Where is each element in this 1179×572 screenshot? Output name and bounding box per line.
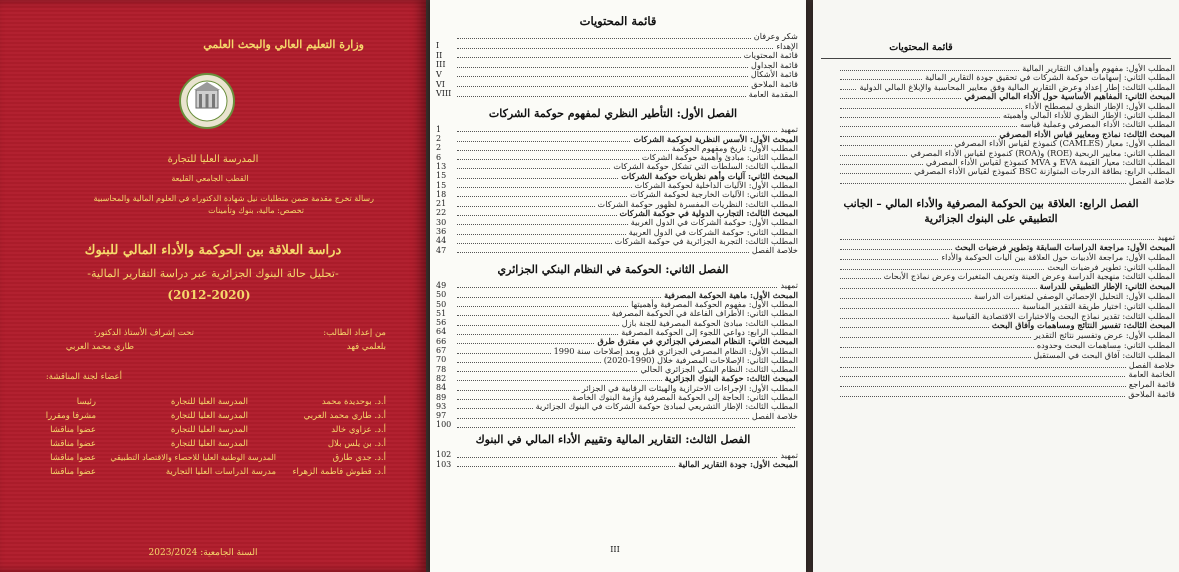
toc-entry-label: قائمة المحتويات: [743, 50, 798, 61]
toc-row: [813, 282, 1179, 290]
toc-row: [813, 149, 1179, 157]
toc-page-number: II: [436, 50, 443, 60]
toc-entry-label: تمهيد: [1157, 232, 1175, 243]
leader-dots: [457, 154, 639, 160]
toc-entry-label: المطلب الأول: مفهوم الحوكمة المصرفية وأهميتها: [631, 299, 798, 309]
committee-role: عضوا مناقشا: [50, 425, 96, 435]
toc-entry-label: المطلب الأول: عرض وتفسير نتائج التقدير: [1034, 330, 1175, 341]
toc-entry-label: المبحث الثاني: النظام المصرفي الجزائري في مفترق طرق: [597, 336, 798, 347]
toc-row: [430, 291, 806, 299]
committee-name: أ.د. بن يلس بلال: [327, 439, 386, 449]
leader-dots: [840, 121, 1017, 127]
toc-page-number: 64: [436, 327, 447, 337]
toc-entry-label: المطلب الأول: تاريخ ومفهوم الحوكمة: [671, 142, 798, 153]
leader-dots: [457, 413, 749, 419]
toc-page-number: 49: [436, 280, 447, 290]
toc-entry-label: قائمة الأشكال: [750, 69, 798, 80]
chapter-heading: الفصل الأول: التأطير النظري لمفهوم حوكمة الشركات: [488, 107, 738, 121]
toc-page-number: 100: [436, 420, 452, 430]
toc-entry-label: المطلب الرابع: دواعي اللجوء إلى الحوكمة المصرفية: [621, 326, 798, 337]
toc-entry-label: المطلب الأول: مراجعة الأدبيات حول العلاقة بين آليات الحوكمة والأداء: [941, 251, 1175, 262]
toc-row: [430, 125, 806, 133]
toc-row: [430, 153, 806, 161]
toc-entry-label: شكر وعرفان: [753, 31, 798, 41]
leader-dots: [457, 366, 637, 372]
toc-entry-label: المطلب الثالث: النظريات المفسرة لظهور حوكمة الشركات: [597, 198, 798, 209]
leader-dots: [457, 301, 628, 307]
supervisor-label: تحت إشراف الأستاذ الدكتور:: [93, 328, 194, 338]
toc-entry-label: المطلب الثالث: الأداء المصرفي وعملية قياسه: [1020, 119, 1175, 130]
toc-row: [813, 351, 1179, 359]
toc-entry-label: المطلب الأول: معيار (CAMLES) كنموذج لقياس الأداء المصرفي: [954, 138, 1175, 149]
toc-row: [430, 209, 806, 217]
toc-row: [430, 162, 806, 170]
toc-row: [430, 218, 806, 226]
toc-page-number: I: [436, 41, 440, 51]
toc-entry-label: المبحث الأول: مراجعة الدراسات السابقة وتطوير فرضيات البحث: [954, 242, 1175, 252]
page-number: III: [610, 545, 620, 554]
academic-year: السنة الجامعية: 2023/2024: [148, 548, 258, 558]
school-name: المدرسة العليا للتجارة: [167, 154, 259, 165]
toc-row: [430, 365, 806, 373]
leader-dots: [457, 126, 777, 132]
toc-row: [430, 237, 806, 245]
toc-entry-label: المبحث الثالث: التجارب الدولية في حوكمة الشركات: [619, 207, 798, 218]
toc-entry-label: خلاصة الفصل: [751, 245, 798, 256]
toc-page-number: 78: [436, 364, 447, 374]
toc-row: [430, 32, 806, 40]
toc-row: [430, 319, 806, 327]
leader-dots: [457, 182, 632, 188]
committee-name: أ.د. جدي طارق: [332, 453, 386, 463]
toc-page-number: V: [436, 69, 442, 79]
toc-row: [430, 384, 806, 392]
toc-row: [813, 167, 1179, 175]
committee-name: أ.د. عزاوي خالد: [331, 425, 386, 435]
leader-dots: [840, 273, 881, 279]
toc-row: [430, 80, 806, 88]
running-header: قائمة المحتويات: [889, 42, 953, 53]
toc-row: [430, 347, 806, 355]
toc-entry-label: قائمة الملاحق: [751, 79, 798, 89]
leader-dots: [840, 313, 949, 319]
leader-dots: [457, 173, 618, 179]
committee-label: أعضاء لجنة المناقشة:: [45, 372, 122, 382]
toc-row: [430, 402, 806, 410]
toc-entry-label: المطلب الثاني: مبادئ وأهمية حوكمة الشركات: [641, 152, 798, 163]
leader-dots: [457, 282, 777, 288]
committee-role: مشرفا ومقررا: [45, 411, 96, 421]
leader-dots: [457, 71, 748, 77]
toc-entry-label: المطلب الأول: النظام المصرفي الجزائري قبل وبعد إصلاحات سنة 1990: [553, 345, 798, 356]
leader-dots: [840, 84, 856, 90]
leader-dots: [457, 91, 746, 97]
toc-page-number: 36: [436, 227, 447, 236]
committee-name: أ.د. قطوش فاطمة الزهراء: [292, 467, 386, 477]
leader-dots: [840, 322, 989, 328]
toc-row: [430, 328, 806, 336]
leader-dots: [457, 452, 777, 458]
committee-name: أ.د. طاري محمد العربي: [303, 411, 386, 421]
toc-entry-label: المطلب الثاني: الحاجة إلى الحوكمة المصرفية وأزمة البنوك الخاصة: [572, 392, 798, 402]
toc-row: [813, 130, 1179, 138]
leader-dots: [840, 150, 907, 156]
toc-row: [430, 70, 806, 78]
toc-row: [813, 243, 1179, 251]
toc-page-number: 84: [436, 383, 447, 393]
toc-entry-label: المطلب الثاني: تطوير فرضيات البحث: [1047, 261, 1175, 272]
toc-row: [430, 42, 806, 50]
leader-dots: [840, 244, 952, 250]
toc-entry-label: المطلب الأول: الآليات الداخلية لحوكمة الشركات: [634, 180, 798, 190]
toc-row: [813, 312, 1179, 320]
toc-page-number: VIII: [436, 89, 452, 99]
toc-entry-label: خلاصة الفصل: [751, 410, 798, 421]
toc-row: [430, 374, 806, 382]
toc-page-number: VI: [436, 79, 445, 89]
toc-entry-label: المبحث الثالث: نماذج ومعايير قياس الأداء المصرفي: [999, 128, 1175, 139]
chapter-heading: الفصل الثاني: الحوكمة في النظام البنكي الجزائري: [497, 263, 729, 277]
committee-inst: المدرسة العليا للتجارة: [170, 411, 248, 421]
chapter-heading: التطبيقي على البنوك الجزائرية: [924, 213, 1058, 226]
leader-dots: [457, 348, 551, 354]
leader-dots: [840, 283, 1037, 289]
toc-entry-label: المطلب الثالث: السلطات التي تشكل حوكمة الشركات: [613, 161, 798, 172]
leader-dots: [457, 292, 661, 298]
toc-page-number: 22: [436, 208, 447, 218]
toc-entry-label: تمهيد: [780, 449, 798, 460]
toc-row: [813, 341, 1179, 349]
toc-row: [430, 181, 806, 189]
committee-role: عضوا مناقشا: [50, 453, 96, 463]
leader-dots: [840, 140, 952, 146]
toc-row: [430, 412, 806, 420]
committee-inst: المدرسة العليا للتجارة: [170, 439, 248, 449]
toc-row: [813, 331, 1179, 339]
committee-inst: المدرسة الوطنية العليا للاحصاء والاقتصاد التطبيقي: [110, 453, 276, 462]
leader-dots: [840, 381, 1126, 387]
toc-row: [813, 390, 1179, 398]
toc-row: [813, 361, 1179, 369]
toc-entry-label: المطلب الأول: التحليل الإحصائي الوصفي لمتغيرات الدراسة: [974, 291, 1175, 301]
thesis-cover: [0, 0, 426, 572]
student-label: من إعداد الطالب:: [323, 328, 386, 338]
toc-row: [813, 177, 1179, 185]
toc-page-number: 66: [436, 336, 447, 346]
toc-page-number: 18: [436, 189, 447, 199]
toc-row: [430, 309, 806, 317]
toc-entry-label: قائمة الجداول: [751, 59, 798, 70]
leader-dots: [840, 332, 1031, 338]
leader-dots: [457, 136, 630, 142]
leader-dots: [840, 112, 1000, 118]
leader-dots: [840, 178, 1126, 184]
leader-dots: [840, 371, 1125, 377]
leader-dots: [457, 394, 569, 400]
toc-page-number: III: [436, 60, 446, 70]
leader-dots: [457, 238, 612, 244]
toc-row: [430, 172, 806, 180]
leader-dots: [457, 163, 610, 169]
toc-page-number: 102: [436, 450, 452, 460]
toc-entry-label: المطلب الرابع: بطاقة الدرجات المتوازنة BSC كنموذج لقياس الأداء المصرفي: [914, 166, 1175, 177]
leader-dots: [840, 93, 961, 99]
toc-entry-label: المطلب الثاني: اختيار طريقة التقدير المناسبة: [1022, 300, 1175, 311]
toc-entry-label: المطلب الثاني: إسهامات حوكمة الشركات في تحقيق جودة التقارير المالية: [925, 72, 1175, 83]
toc-row: [430, 451, 806, 459]
committee-role: عضوا مناقشا: [50, 439, 96, 449]
toc-page-number: 67: [436, 346, 447, 355]
toc-entry-label: تمهيد: [780, 124, 798, 135]
thesis-note-1: رسالة تخرج مقدمة ضمن متطلبات نيل شهادة الدكتوراه في العلوم المالية والمحاسبية: [93, 194, 374, 203]
header-rule: [821, 58, 1171, 59]
toc-entry-label: المطلب الثاني: حوكمة الشركات في الدول العربية: [628, 226, 798, 237]
toc-entry-label: المطلب الثاني: الإطار النظري للأداء المالي وأهميته: [1002, 110, 1175, 120]
toc-row: [813, 253, 1179, 261]
toc-page-number: 50: [436, 290, 447, 300]
leader-dots: [840, 168, 911, 174]
toc-page-number: 44: [436, 236, 447, 246]
toc-entry-label: المبحث الثاني: الإطار التطبيقي للدراسة: [1039, 281, 1175, 292]
toc-row: [813, 92, 1179, 100]
leader-dots: [457, 247, 749, 253]
leader-dots: [457, 201, 595, 207]
leader-dots: [840, 254, 938, 260]
leader-dots: [840, 103, 1022, 109]
toc-row: [430, 228, 806, 236]
toc-row: [430, 51, 806, 59]
leader-dots: [840, 264, 1044, 270]
toc-row: [430, 300, 806, 308]
leader-dots: [457, 403, 533, 409]
leader-dots: [457, 52, 741, 58]
toc-row: [813, 263, 1179, 271]
school-logo: [176, 72, 238, 130]
leader-dots: [457, 210, 617, 216]
toc-row: [430, 144, 806, 152]
toc-entry-label: قائمة المراجع: [1128, 379, 1175, 390]
toc-row: [813, 380, 1179, 388]
toc-row: [430, 90, 806, 98]
pole-name: القطب الجامعي القليعة: [171, 174, 249, 183]
leader-dots: [840, 65, 1019, 71]
toc-entry-label: المطلب الثاني: الآليات الخارجية لحوكمة الشركات: [630, 189, 798, 200]
toc-row: [430, 61, 806, 69]
toc-entry-label: المطلب الثالث: آفاق البحث في المستقبل: [1033, 349, 1175, 360]
toc-page-number: 21: [436, 199, 447, 209]
leader-dots: [457, 145, 669, 151]
toc-row: [813, 111, 1179, 119]
committee-inst: المدرسة العليا للتجارة: [170, 425, 248, 435]
thesis-period: (2012-2020): [167, 288, 251, 302]
leader-dots: [840, 234, 1154, 240]
leader-dots: [840, 362, 1126, 368]
toc-row: [813, 321, 1179, 329]
toc-entry-label: المطلب الثالث: تقدير نماذج البحث والاختبارات الاقتصادية القياسية: [952, 310, 1175, 321]
toc-entry-label: قائمة الملاحق: [1128, 389, 1175, 399]
toc-row: [813, 302, 1179, 310]
toc-title: قائمة المحتويات: [579, 14, 657, 28]
leader-dots: [840, 352, 1031, 358]
leader-dots: [457, 375, 662, 381]
supervisor-name: طاري محمد العربي: [65, 342, 134, 352]
toc-entry-label: المطلب الأول: الإجراءات الاحترازية والهيئات الرقابية في الجزائر: [581, 382, 798, 393]
toc-page-1: [430, 0, 806, 572]
toc-entry-label: خلاصة الفصل: [1128, 359, 1175, 370]
toc-entry-label: المبحث الثالث: تفسير النتائج ومساهمات وآفاق البحث: [991, 320, 1175, 331]
toc-page-number: 15: [436, 171, 447, 181]
leader-dots: [840, 74, 922, 80]
toc-row: [430, 281, 806, 289]
toc-row: [430, 460, 806, 468]
toc-entry-label: تمهيد: [780, 280, 798, 291]
toc-row: [430, 337, 806, 345]
leader-dots: [840, 159, 923, 165]
toc-entry-label: المبحث الثاني: المفاهيم الأساسية حول الأداء المالي المصرفي: [964, 91, 1175, 102]
toc-entry-label: المطلب الثالث: منهجية الدراسة وعرض العينة وتعريف المتغيرات وعرض نماذج الأبحاث: [883, 271, 1175, 282]
toc-row: [813, 158, 1179, 166]
toc-entry-label: المقدمة العامة: [748, 88, 798, 99]
toc-entry-label: خلاصة الفصل: [1128, 175, 1175, 186]
toc-row: [430, 393, 806, 401]
committee-inst: مدرسة الدراسات العليا التجارية: [165, 467, 276, 477]
toc-entry-label: المطلب الأول: مفهوم وأهداف التقارير المالية: [1022, 63, 1175, 73]
leader-dots: [840, 131, 996, 137]
toc-page-number: 2: [436, 134, 442, 143]
leader-dots: [457, 357, 601, 363]
thesis-title: دراسة العلاقة بين الحوكمة والأداء المالي للبنوك: [84, 243, 342, 258]
leader-dots: [457, 81, 748, 87]
toc-row: [430, 356, 806, 364]
toc-row: [813, 272, 1179, 280]
thesis-subtitle: -تحليل حالة البنوك الجزائرية عبر دراسة التقارير المالية-: [87, 267, 339, 280]
leader-dots: [457, 461, 675, 467]
toc-page-number: 13: [436, 161, 447, 171]
toc-entry-label: المطلب الأول: حوكمة الشركات في الدول الغربية: [630, 217, 798, 228]
leader-dots: [840, 342, 1034, 348]
toc-entry-label: المطلب الثالث: التجربة الجزائرية في حوكمة الشركات: [614, 235, 798, 246]
leader-dots: [457, 320, 619, 326]
chapter-heading: الفصل الرابع: العلاقة بين الحوكمة المصرفية والأداء المالي – الجانب: [843, 198, 1139, 211]
toc-entry-label: المطلب الأول: الإطار النظري لمصطلح الأداء: [1024, 100, 1175, 111]
toc-page-number: 70: [436, 355, 447, 365]
ministry-name: وزارة التعليم العالي والبحث العلمي: [203, 38, 364, 51]
toc-row: [813, 139, 1179, 147]
leader-dots: [457, 385, 579, 391]
leader-dots: [457, 310, 609, 316]
toc-entry-label: المطلب الثاني: معايير الربحية (ROE) و(ROA) كنموذج لقياس الأداء المصرفي: [910, 147, 1175, 158]
toc-page-number: 56: [436, 318, 447, 328]
leader-dots: [457, 229, 626, 235]
toc-row: [813, 102, 1179, 110]
toc-page-number: 30: [436, 217, 447, 227]
toc-page-number: 50: [436, 299, 447, 309]
toc-page-number: 2: [436, 143, 442, 153]
leader-dots: [457, 43, 773, 49]
leader-dots: [840, 303, 1019, 309]
leader-dots: [457, 329, 618, 335]
toc-entry-label: المطلب الثالث: معيار القيمة EVA و MVA كنموذج لقياس الأداء المصرفي: [925, 157, 1175, 167]
toc-page-number: 93: [436, 401, 447, 411]
toc-entry-label: المبحث الأول: جودة التقارير المالية: [678, 459, 798, 470]
toc-entry-label: المبحث الثاني: آليات وأهم نظريات حوكمة الشركات: [621, 170, 798, 181]
toc-entry-label: الإهداء: [776, 40, 798, 51]
toc-page-number: 103: [436, 459, 452, 469]
toc-entry-label: المبحث الأول: الأسس النظرية لحوكمة الشركات: [633, 133, 798, 144]
toc-entry-label: المطلب الثالث: الإطار التشريعي لمبادئ حوكمة الشركات في البنوك الجزائرية: [535, 401, 798, 412]
toc-page-number: 89: [436, 392, 447, 402]
toc-row: [813, 120, 1179, 128]
leader-dots: [457, 33, 751, 39]
student-name: بلعلمي فهد: [346, 342, 386, 352]
toc-entry-label: المطلب الثاني: الإصلاحات المصرفية خلال (1990-2020): [603, 354, 798, 365]
leader-dots: [840, 293, 971, 299]
toc-row: [813, 370, 1179, 378]
toc-page-number: 15: [436, 180, 447, 190]
leader-dots: [457, 191, 627, 197]
committee-name: أ.د. بوحديدة محمد: [321, 397, 386, 407]
toc-page-number: 82: [436, 373, 447, 383]
leader-dots: [457, 62, 748, 68]
toc-row: [430, 421, 806, 429]
leader-dots: [457, 422, 795, 428]
toc-page-number: 51: [436, 308, 447, 318]
committee-role: عضوا مناقشا: [50, 467, 96, 477]
toc-row: [430, 246, 806, 254]
toc-entry-label: المبحث الأول: ماهية الحوكمة المصرفية: [664, 289, 798, 300]
toc-row: [813, 83, 1179, 91]
toc-entry-label: المطلب الثالث: النظام البنكي الجزائري الحالي: [640, 364, 798, 375]
toc-row: [813, 233, 1179, 241]
thesis-note-2: تخصص: مالية، بنوك وتأمينات: [208, 206, 304, 215]
leader-dots: [457, 219, 628, 225]
toc-entry-label: المطلب الثاني: الأطراف الفاعلة في الحوكمة المصرفية: [611, 308, 798, 319]
toc-row: [430, 200, 806, 208]
toc-page-number: 97: [436, 411, 447, 421]
toc-row: [430, 190, 806, 198]
toc-page-number: 6: [436, 152, 442, 162]
toc-page-number: 47: [436, 245, 447, 255]
committee-role: رئيسا: [76, 397, 96, 407]
committee-inst: المدرسة العليا للتجارة: [170, 397, 248, 407]
toc-entry-label: المطلب الثالث: إطار إعداد وعرض التقارير المالية وفق معايير المحاسبة والإبلاغ المالي الدولية: [859, 81, 1175, 92]
toc-row: [430, 135, 806, 143]
leader-dots: [457, 338, 594, 344]
chapter-heading: الفصل الثالث: التقارير المالية وتقييم الأداء المالي في البنوك: [475, 432, 751, 446]
toc-row: [813, 292, 1179, 300]
leader-dots: [840, 391, 1125, 397]
toc-entry-label: الخاتمة العامة: [1128, 369, 1175, 380]
toc-entry-label: المطلب الثالث: مبادئ الحوكمة المصرفية للجنة بازل: [621, 317, 798, 328]
toc-page-2: [813, 0, 1179, 572]
toc-row: [813, 64, 1179, 72]
toc-row: [813, 73, 1179, 81]
toc-entry-label: المبحث الثالث: حوكمة البنوك الجزائرية: [664, 373, 798, 384]
toc-entry-label: المطلب الثاني: مساهمات البحث وحدوده: [1036, 340, 1175, 350]
toc-page-number: 1: [436, 124, 442, 134]
